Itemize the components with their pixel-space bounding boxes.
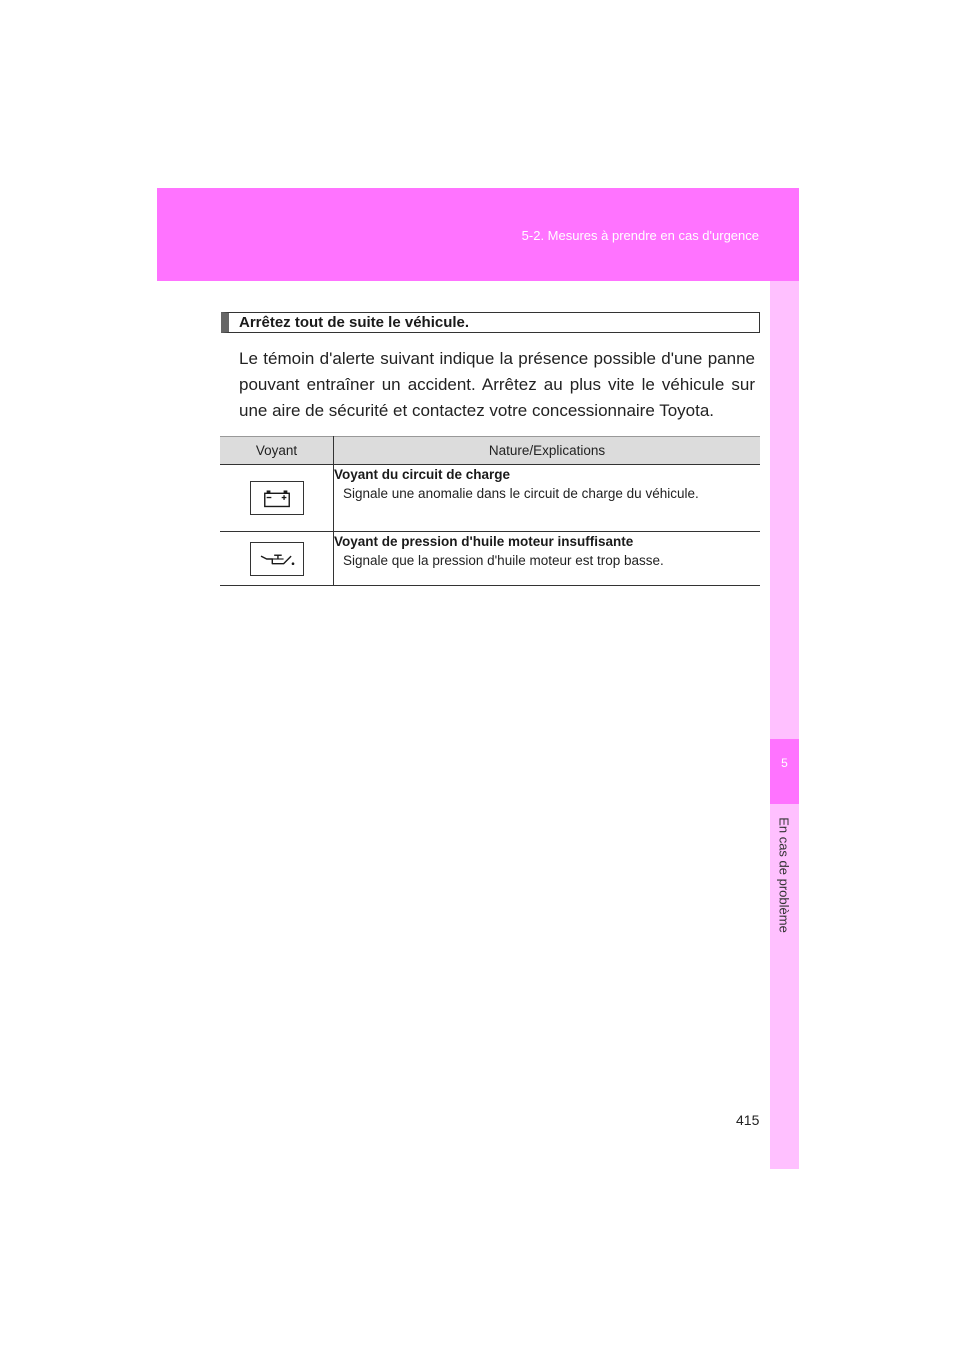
warning-title: Voyant du circuit de charge	[334, 467, 511, 482]
icon-cell	[220, 532, 334, 586]
table-header-row	[220, 437, 760, 465]
oil-pressure-warning-icon	[250, 542, 304, 576]
warning-text: Signale une anomalie dans le circuit de charge du véhicule.	[343, 486, 699, 501]
warning-title: Voyant de pression d'huile moteur insuffisante	[334, 534, 634, 549]
chapter-number: 5	[781, 756, 788, 770]
section-title: 5-2. Mesures à prendre en cas d'urgence	[521, 228, 759, 243]
section-heading: Arrêtez tout de suite le véhicule.	[239, 314, 470, 331]
battery-charge-warning-icon	[250, 481, 304, 515]
side-thumb-strip	[770, 281, 799, 1169]
chapter-tab	[770, 739, 799, 804]
column-header-nature: Nature/Explications	[334, 437, 761, 465]
intro-paragraph: Le témoin d'alerte suivant indique la présence possible d'une panne pouvant entraîner un accident. Arrêtez au plus vite le véhicule sur une aire de sécurité et contactez votre concessionnaire Toyota.	[239, 349, 755, 420]
page-number: 415	[736, 1112, 760, 1128]
column-header-voyant: Voyant	[220, 437, 334, 465]
chapter-label: En cas de problème	[776, 817, 792, 933]
warning-text: Signale que la pression d'huile moteur est trop basse.	[343, 553, 664, 568]
chapter-header-band	[157, 188, 799, 281]
icon-cell	[220, 465, 334, 532]
description-cell	[334, 532, 761, 586]
warning-lights-table	[220, 436, 760, 586]
section-heading-box	[221, 312, 760, 333]
table-row	[220, 465, 760, 532]
table-row	[220, 532, 760, 586]
description-cell	[334, 465, 761, 532]
